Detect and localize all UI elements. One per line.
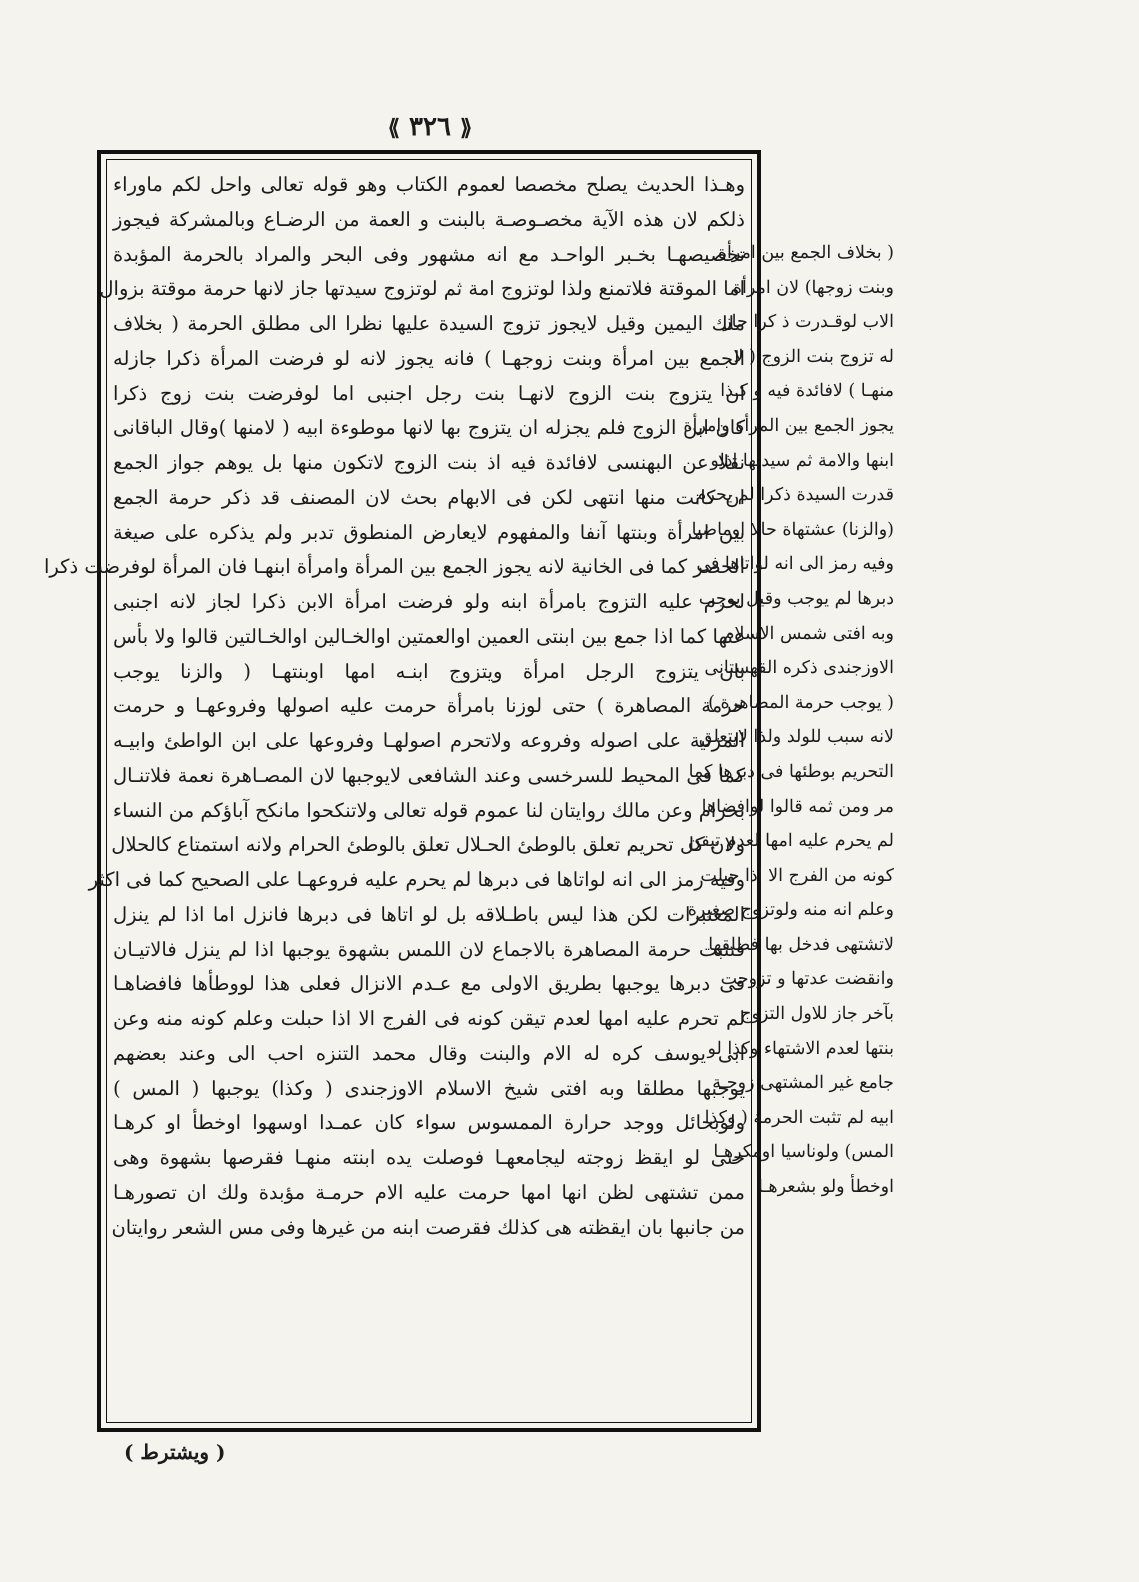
- margin-text-line: التحريم بوطئها فى دبرها كما: [688, 761, 894, 782]
- main-text-line: وفيه رمز الى انه لواتاها فى دبرها لم يحرم عليه فروعهـا على الصحيح كما فى اكثر: [88, 868, 745, 891]
- main-text-line: المزنية على اصوله وفروعه ولاتحرم اصولهـا وفروعها على ابن الواطئ وابيـه: [113, 729, 745, 752]
- main-text-line: ذلكم لان هذه الآية مخصـوصـة بالبنت و العمة من الرضـاع وبالمشركة فيجوز: [113, 207, 745, 231]
- margin-text-line: وعلم انه منه ولوتزوج صغيرة: [687, 900, 894, 921]
- main-text-line: بحرام وعن مالك روايتان لنا عموم قوله تعالى ولاتنكحوا مانكح آباؤكم من النساء: [112, 798, 745, 822]
- margin-text-line: كونه من الفرج الا اذا حبلت: [700, 865, 894, 886]
- margin-text-line: اوخطأ ولو بشعرهـا: [757, 1177, 894, 1198]
- ornament-right-icon: ⟫: [460, 115, 473, 141]
- margin-text-line: لاتشتهى فدخل بها فطلقها: [708, 934, 894, 955]
- margin-text-line: وبه افتى شمس الاسلام: [723, 623, 894, 644]
- margin-text-line: الاب لوقـدرت ذ كرا جاز: [723, 312, 894, 333]
- main-text-line: يوجبها مطلقا وبه افتى شيخ الاسلام الاوزجندى ( وكذا) يوجبها ( المس ): [113, 1076, 745, 1100]
- margin-text-line: ابيه لم تثبت الحرمة ( وكذا: [704, 1107, 894, 1128]
- main-text-line: ابى يوسف كره له الام والبنت وقال محمد التنزه احب الى وعند بعضهم: [113, 1041, 745, 1065]
- main-text-line: كان ابن الزوج فلم يجزله ان يتزوج بها لانها موطوءة ابيه ( لامنها )وقال الباقانى: [113, 416, 745, 440]
- main-text-line: لحرم عليه التزوج بامرأة ابنه ولو فرضت امرأة الابن ذكرا لجاز لانه اجنبى: [113, 590, 745, 613]
- main-text-line: المعتبرات لكن هذا ليس باطـلاقه بل لو اتاها فى دبرها فانزل اما اذا لم ينزل: [113, 902, 745, 926]
- margin-text-line: لم يحرم عليه امها لعدم تيقن: [687, 831, 894, 852]
- main-commentary-text: [43, 168, 745, 1420]
- margin-text-line: الاوزجندى ذكره القهستانى: [704, 658, 894, 679]
- main-text-line: بين امرأة وبنتها آنفا والمفهوم لايعارض المنطوق تدبر ولم يذكره على صيغة: [113, 520, 745, 544]
- margin-text-line: لانه سبب للولد ولذا لايتعلق: [698, 727, 894, 748]
- main-text-line: ولان كل تحريم تعلق بالوطئ الحـلال تعلق بالوطئ الحرام ولانه استمتاع كالحلال: [111, 833, 745, 857]
- margin-text-line: جامع غير المشتهى زوجـة: [712, 1073, 894, 1094]
- main-text-line: وهـذا الحديث يصلح مخصصا لعموم الكتاب وهو قوله تعالى واحل لكم ماوراء: [113, 173, 745, 196]
- main-text-line: حرمة المصاهرة ) حتى لوزنا بامرأة حرمت عليه اصولها وفروعهـا و حرمت: [113, 694, 745, 718]
- margin-text-line: قدرت السيدة ذكرا لم يحرم: [695, 485, 894, 506]
- main-text-line: كما فى المحيط للسرخسى وعند الشافعى لايوجبها لان المصـاهرة نعمة فلاتنـال: [113, 763, 745, 787]
- margin-text-line: بآخر جاز للاول التزوج: [740, 1004, 894, 1025]
- main-text-line: ممن تشتهى لظن انها امها حرمت عليه الام حرمـة مؤبدة ولك ان تصورهـا: [113, 1180, 745, 1204]
- page-number-header: [0, 112, 860, 142]
- margin-text-line: يجوز الجمع بين المرأة وامرأة: [683, 415, 894, 436]
- margin-text-line: بنتها لعدم الاشتهاء وكذا لو: [707, 1038, 894, 1059]
- main-text-line: عنها كما اذا جمع بين ابنتى العمين اوالعمتين اوالخـالين اوالخـالتين قالوا ولا بأس: [113, 624, 745, 648]
- main-text-line: من جانبها بان ايقظته هى كذلك فقرصت ابنه من غيرها وفى مس الشعر روايتان: [111, 1215, 745, 1239]
- main-text-line: حتى لو ايقظ زوجته ليجامعهـا فوصلت يده ابنته منهـا فقرصها بشهوة وهى: [113, 1146, 745, 1169]
- main-text-line: فتثبت حرمة المصاهرة بالاجماع لان اللمس بشهوة يوجبها اذا لم ينزل فالاتيـان: [113, 937, 745, 961]
- main-text-line: الجمع بين امرأة وبنت زوجهـا ) فانه يجوز لانه لو فرضت المرأة ذكرا جازله: [113, 346, 745, 370]
- margin-gloss-text: [683, 236, 894, 1205]
- main-text-line: ولوبحائل ووجد حرارة الممسوس سواء كان عمـدا اوسهوا اوخطأ او كرهـا: [113, 1111, 745, 1135]
- margin-text-line: مر ومن ثمه قالوا لوافضاها: [701, 796, 894, 817]
- margin-text-line: دبرها لم يوجب وقيل يوجب: [698, 588, 894, 609]
- margin-text-line: له تزوج بنت الزوج ( لا: [733, 346, 894, 367]
- margin-text-line: وبنت زوجها) لان امرأة: [732, 277, 894, 298]
- main-text-line: اما الموقتة فلاتمنع ولذا لوتزوج امة ثم لوتزوج سيدتها جاز لانها حرمة موقتة بزوال: [99, 277, 745, 301]
- main-text-line: ملك اليمين وقيل لايجوز تزوج السيدة عليها نظرا الى مطلق الحرمة ( بخلاف: [113, 312, 745, 335]
- margin-text-line: ( يوجب حرمة المصاهرة ): [708, 692, 894, 713]
- main-text-line: نقلا عن البهنسى لافائدة فيه اذ بنت الزوج لاتكون منها بل يوهم جواز الجمع: [113, 451, 745, 474]
- main-text-line: تخصيصهـا بخـبر الواحـد مع انه مشهور وفى البحر والمراد بالحرمة المؤبدة: [113, 242, 745, 266]
- margin-text-line: منهـا ) لافائدة فيه و كـذا: [720, 381, 894, 402]
- margin-text-line: ابنها والامة ثم سيدتها اذلو: [710, 450, 894, 471]
- catchword: ( ويشترط ): [124, 1440, 226, 1464]
- main-text-line: ان يتزوج بنت الزوج لانهـا بنت رجل اجنبى اما لوفرضت بنت زوج ذكرا: [113, 381, 745, 405]
- margin-text-line: وفيه رمز الى انه لواتاها فى: [696, 554, 894, 575]
- main-text-line: ان كانت منها انتهى لكن فى الابهام بحث لان المصنف قد ذكر حرمة الجمع: [113, 485, 745, 509]
- page-number: ٣٢٦: [409, 112, 451, 142]
- margin-text-line: وانقضت عدتها و تزوجت: [720, 969, 894, 990]
- main-text-line: الحصر كما فى الخانية لانه يجوز الجمع بين المرأة وامرأة ابنهـا فان المرأة لوفرضت ذكرا: [43, 555, 745, 579]
- margin-text-line: ( بخلاف الجمع بين امرأة: [717, 243, 894, 263]
- main-text-line: بان يتزوج الرجل امرأة ويتزوج ابنـه امها اوبنتهـا ( والزنا يوجب: [113, 659, 745, 683]
- margin-text-line: المس) ولوناسيا اومكرهـا: [713, 1142, 894, 1163]
- main-text-line: لم تحرم عليه امها لعدم تيقن كونه فى الفرج الا اذا حبلت وعلم كونه منه وعن: [113, 1007, 745, 1030]
- margin-text-line: (والزنا) عشتهاة حالا اوماضيا: [691, 519, 894, 540]
- ornament-left-icon: ⟪: [387, 115, 400, 141]
- main-text-line: فى دبرها يوجبها بطريق الاولى مع عـدم الانزال فعلى هذا لووطأها فافضاهـا: [113, 972, 745, 996]
